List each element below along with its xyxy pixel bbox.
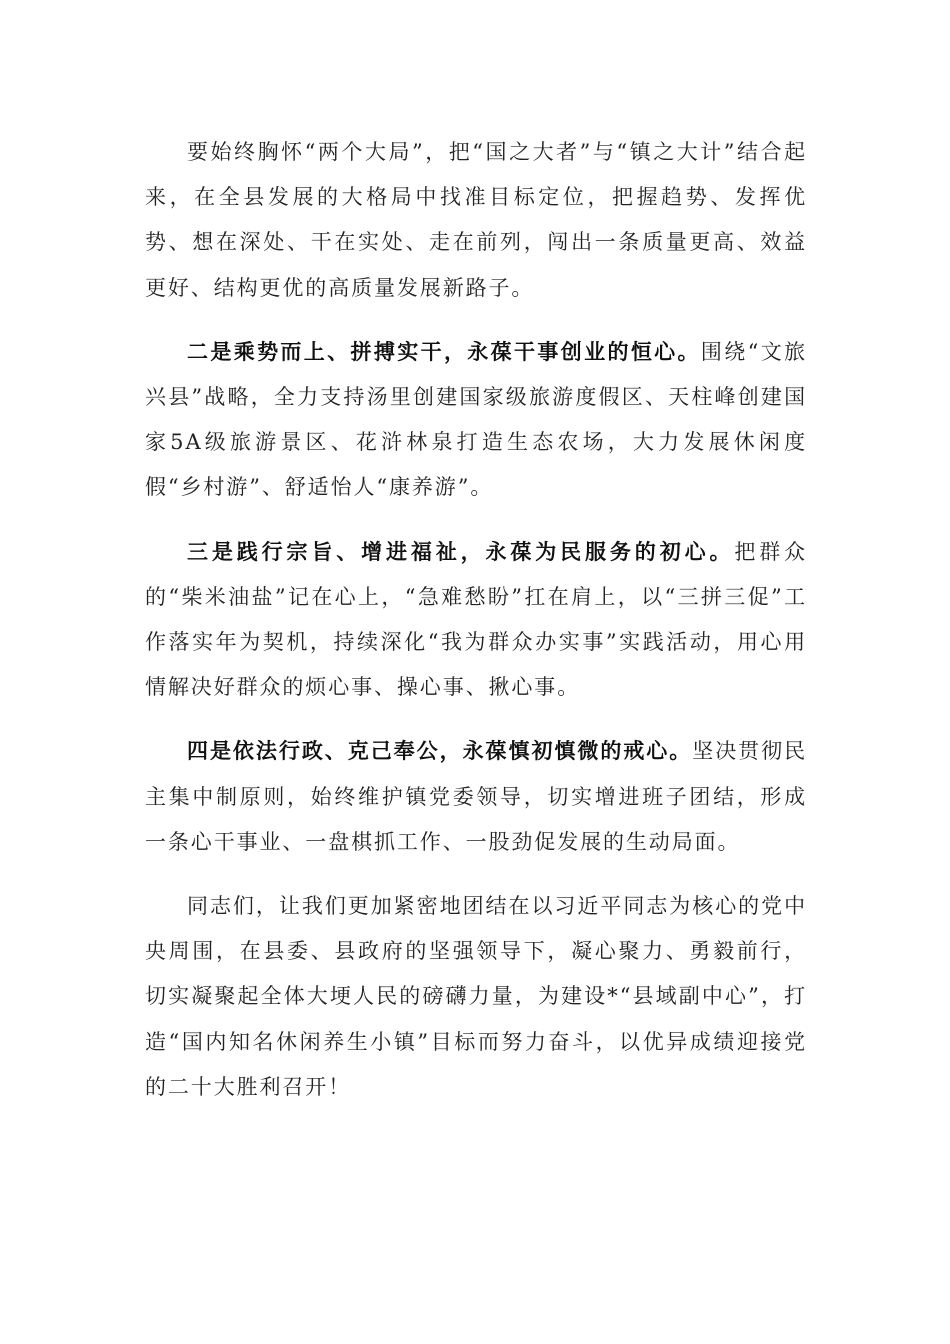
paragraph-3-lead: 三是践行宗旨、增进福祉，永葆为民服务的初心。 (187, 539, 735, 564)
paragraph-4 (145, 729, 807, 865)
paragraph-2-text: 围绕“文旅兴县”战略，全力支持汤里创建国家级旅游度假区、天柱峰创建国家5A级旅游景区、花浒林泉打造生态农场，大力发展休闲度假“乡村游”、舒适怡人“康养游”。 (145, 339, 807, 500)
paragraph-5 (145, 884, 807, 1110)
paragraph-5-text: 同志们，让我们更加紧密地团结在以习近平同志为核心的党中央周围，在县委、县政府的坚强领导下，凝心聚力、勇毅前行，切实凝聚起全体大埂人民的磅礴力量，为建设*“县域副中心”，打造“国内知名休闲养生小镇”目标而努力奋斗，以优异成绩迎接党的二十大胜利召开！ (145, 894, 807, 1099)
paragraph-1-text: 要始终胸怀“两个大局”，把“国之大者”与“镇之大计”结合起来，在全县发展的大格局中找准目标定位，把握趋势、发挥优势、想在深处、干在实处、走在前列，闯出一条质量更高、效益更好、结构更优的高质量发展新路子。 (145, 140, 807, 300)
paragraph-1 (145, 130, 807, 311)
document-body (145, 130, 807, 1129)
paragraph-3-text: 把群众的“柴米油盐”记在心上，“急难愁盼”扛在肩上，以“三拼三促”工作落实年为契机，持续深化“我为群众办实事”实践活动，用心用情解决好群众的烦心事、操心事、揪心事。 (145, 539, 807, 700)
paragraph-3 (145, 530, 807, 711)
paragraph-2-lead: 二是乘势而上、拼搏实干，永葆干事创业的恒心。 (187, 339, 701, 364)
paragraph-4-lead: 四是依法行政、克己奉公，永葆慎初慎微的戒心。 (187, 739, 693, 764)
paragraph-4-text: 坚决贯彻民主集中制原则，始终维护镇党委领导，切实增进班子团结，形成一条心干事业、一盘棋抓工作、一股劲促发展的生动局面。 (145, 739, 807, 854)
paragraph-2 (145, 330, 807, 511)
